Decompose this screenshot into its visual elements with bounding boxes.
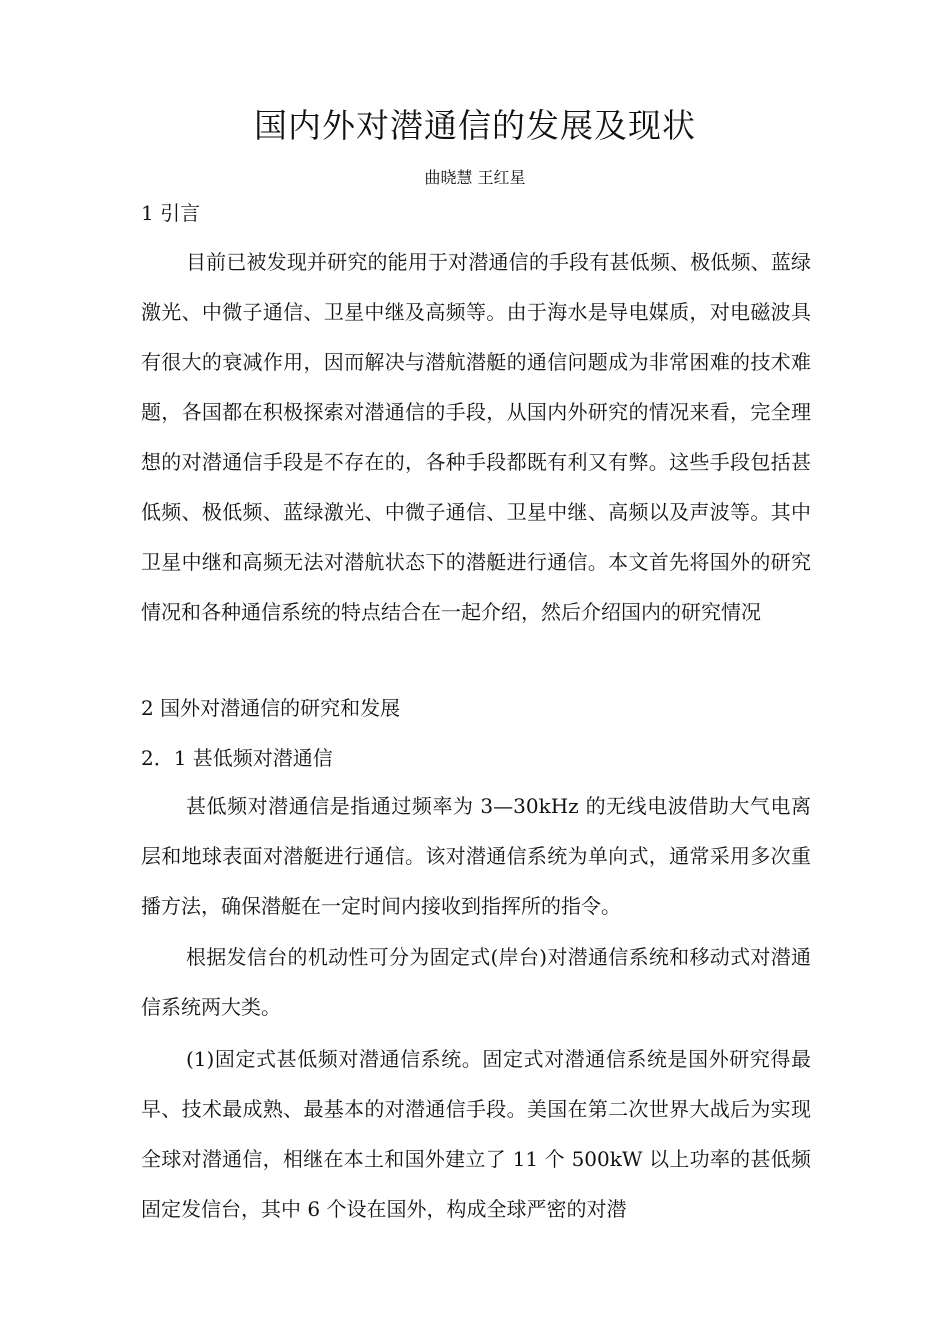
paragraph-vlf-classification: 根据发信台的机动性可分为固定式(岸台)对潜通信系统和移动式对潜通信系统两大类。 xyxy=(141,945,811,1019)
section-heading-foreign-research: 2 国外对潜通信的研究和发展 xyxy=(141,696,401,720)
paragraph-intro: 目前已被发现并研究的能用于对潜通信的手段有甚低频、极低频、蓝绿激光、中微子通信、卫星中继及高频等。由于海水是导电媒质，对电磁波具有很大的衰减作用，因而解决与潜航潜艇的通信问题成为非常困难的技术难题，各国都在积极探索对潜通信的手段，从国内外研究的情况来看，完全理想的对潜通信手段是不存在的，各种手段都既有利又有弊。这些手段包括甚低频、极低频、蓝绿激光、中微子通信、卫星中继、高频以及声波等。其中卫星中继和高频无法对潜航状态下的潜艇进行通信。本文首先将国外的研究情况和各种通信系统的特点结合在一起介绍，然后介绍国内的研究情况 xyxy=(141,250,811,624)
document-title: 国内外对潜通信的发展及现状 xyxy=(254,106,696,145)
section-heading-intro: 1 引言 xyxy=(141,201,201,225)
document-authors: 曲晓慧 王红星 xyxy=(424,168,526,187)
paragraph-vlf-fixed-system: (1)固定式甚低频对潜通信系统。固定式对潜通信系统是国外研究得最早、技术最成熟、最基本的对潜通信手段。美国在第二次世界大战后为实现全球对潜通信，相继在本土和国外建立了 11 个 500kW 以上功率的甚低频固定发信台，其中 6 个设在国外，构成全球严密的对潜 xyxy=(141,1047,811,1221)
paragraph-vlf-definition: 甚低频对潜通信是指通过频率为 3—30kHz 的无线电波借助大气电离层和地球表面对潜艇进行通信。该对潜通信系统为单向式，通常采用多次重播方法，确保潜艇在一定时间内接收到指挥所的指令。 xyxy=(141,794,811,918)
subsection-heading-vlf: 2．1 甚低频对潜通信 xyxy=(141,746,333,770)
